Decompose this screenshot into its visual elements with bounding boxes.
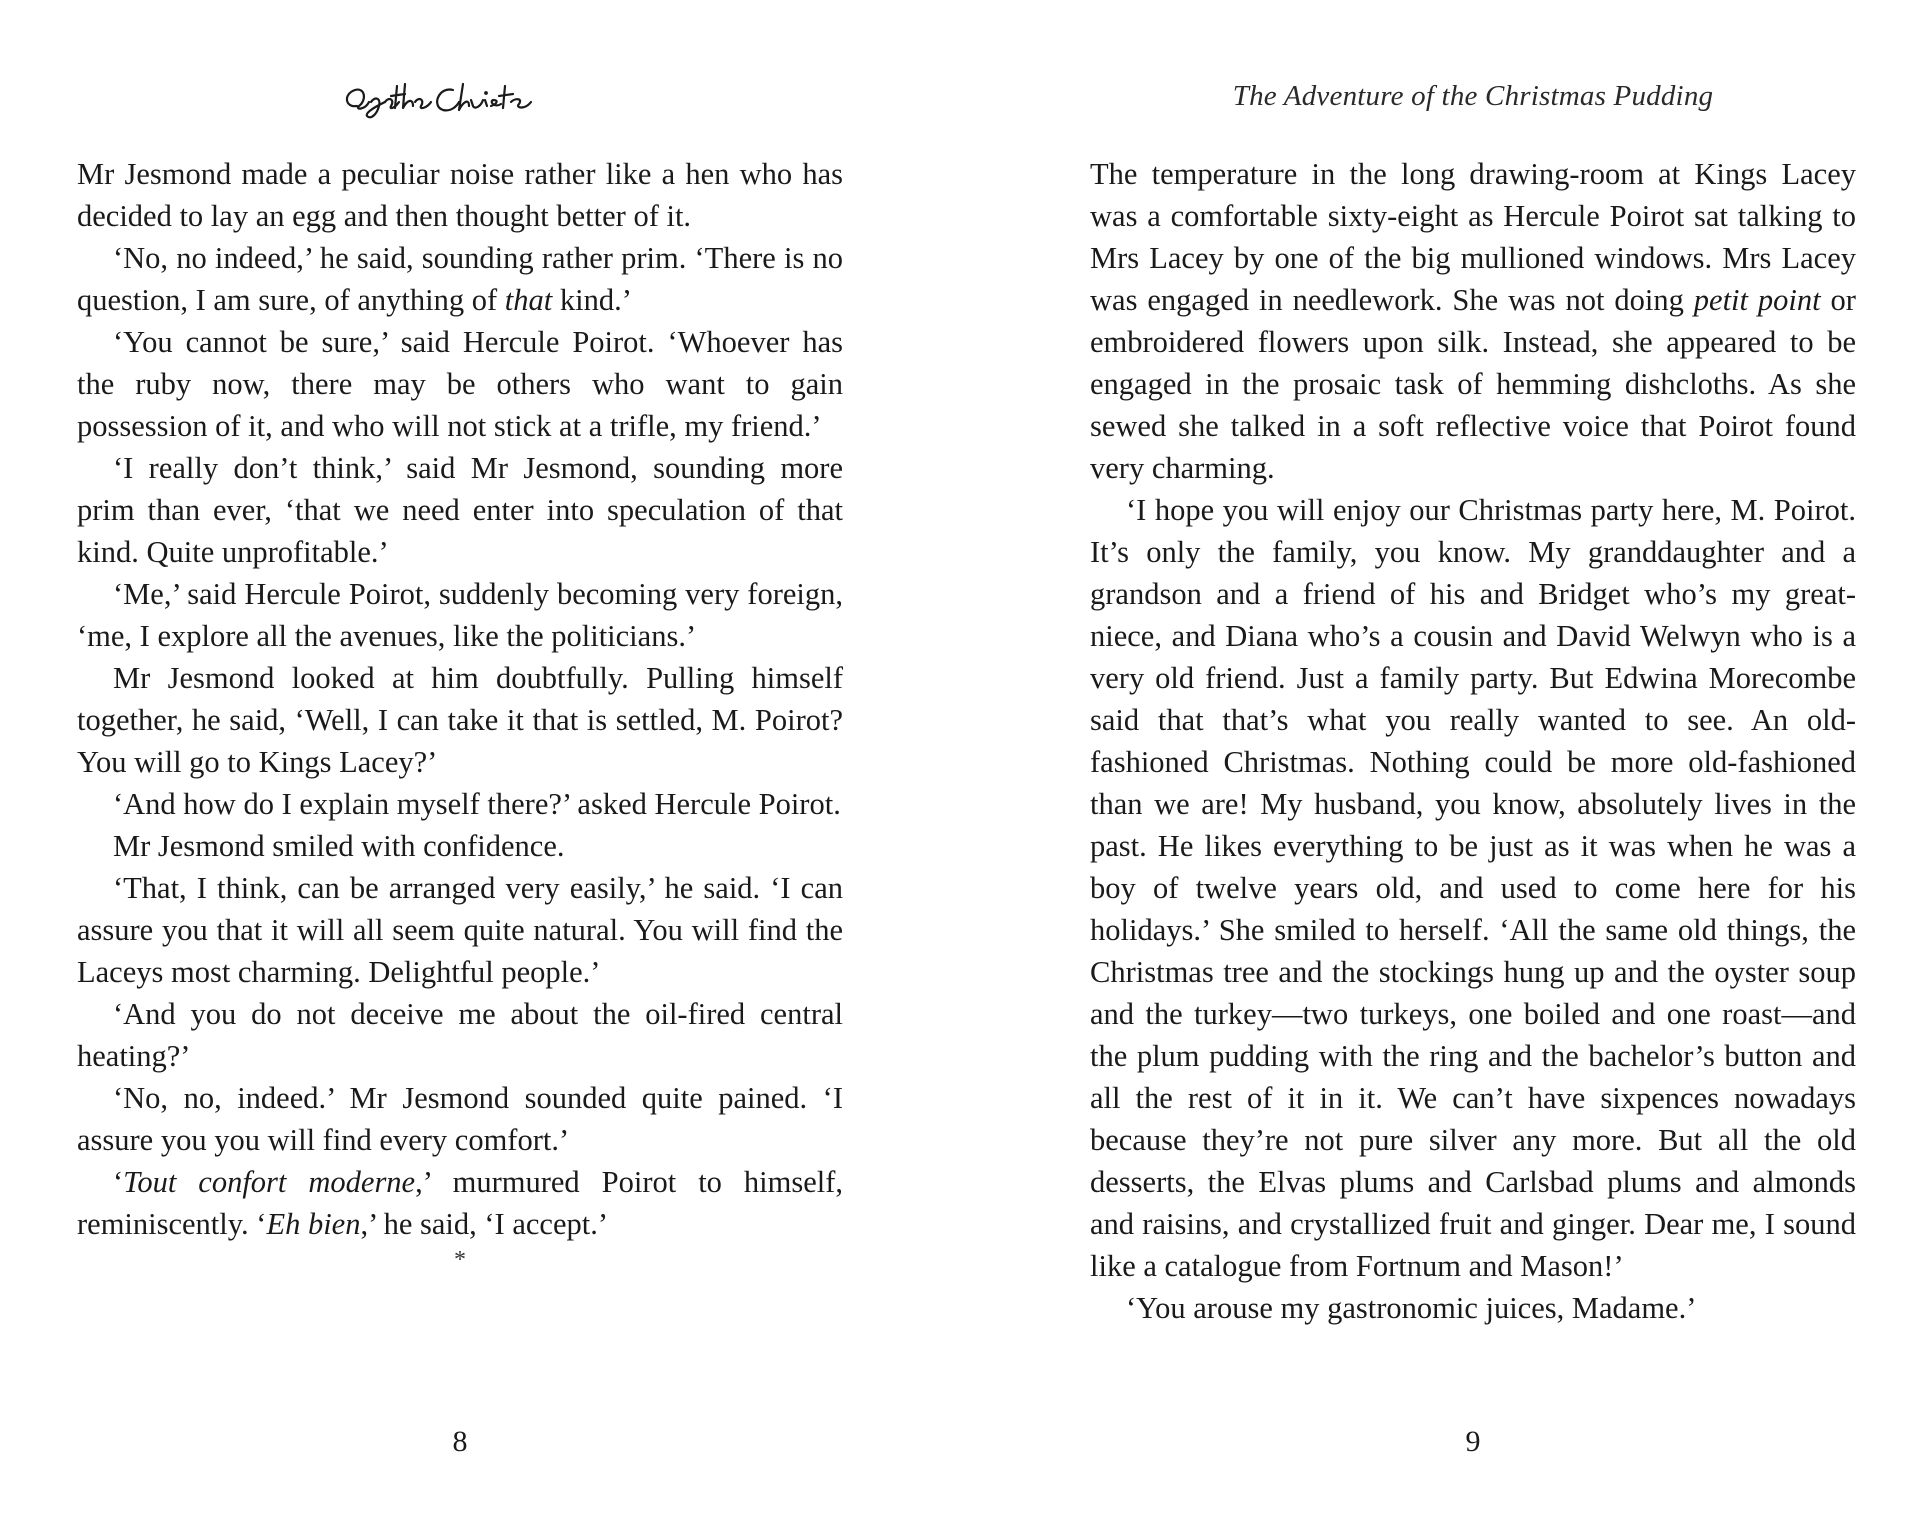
paragraph xyxy=(77,993,843,1077)
agatha-christie-signature-logo xyxy=(335,76,585,124)
paragraph-text: kind.’ xyxy=(552,283,632,317)
paragraph xyxy=(77,237,843,321)
paragraph xyxy=(77,1077,843,1161)
right-page xyxy=(1090,0,1856,1520)
paragraph xyxy=(77,867,843,993)
italic-text: Eh bien xyxy=(266,1207,361,1241)
paragraph xyxy=(77,573,843,657)
book-title: The Adventure of the Christmas Pudding xyxy=(1232,80,1714,112)
left-running-head xyxy=(77,76,843,116)
paragraph-text: Mr Jesmond made a peculiar noise rather like a hen who has decided to lay an egg and then thought better of it. xyxy=(77,157,843,233)
paragraph xyxy=(1090,153,1856,489)
paragraph-text: ‘ xyxy=(113,1165,124,1199)
paragraph-text: Mr Jesmond smiled with confidence. xyxy=(113,829,565,863)
left-body-text xyxy=(77,153,843,1275)
paragraph-text: Mr Jesmond looked at him doubtfully. Pulling himself together, he said, ‘Well, I can take it that is settled, M. Poirot? You will go to Kings Lacey?’ xyxy=(77,661,843,779)
italic-text: that xyxy=(504,283,553,317)
paragraph-text: ‘That, I think, can be arranged very easily,’ he said. ‘I can assure you that it will all seem quite natural. You will find the Laceys most charming. Delightful people.’ xyxy=(77,871,843,989)
italic-text: Tout confort moderne xyxy=(123,1165,416,1199)
right-body-text xyxy=(1090,153,1856,1329)
paragraph-text: ‘You cannot be sure,’ said Hercule Poirot. ‘Whoever has the ruby now, there may be others who want to gain possession of it, and who will not stick at a trifle, my friend.’ xyxy=(77,325,843,443)
paragraph xyxy=(77,783,843,825)
right-running-head xyxy=(1090,76,1856,116)
paragraph-text: ‘No, no indeed,’ he said, sounding rather prim. ‘There is no question, I am sure, of anything of xyxy=(77,241,843,317)
left-page xyxy=(77,0,843,1520)
section-break-asterisk: * xyxy=(454,1247,466,1273)
paragraph-text: ‘And you do not deceive me about the oil-fired central heating?’ xyxy=(77,997,843,1073)
page-number-left: 8 xyxy=(452,1425,468,1458)
paragraph-text: ‘No, no, indeed.’ Mr Jesmond sounded quite pained. ‘I assure you you will find every comfort.’ xyxy=(77,1081,843,1157)
paragraph-text: ‘And how do I explain myself there?’ asked Hercule Poirot. xyxy=(113,787,841,821)
paragraph-text: ,’ he said, ‘I accept.’ xyxy=(360,1207,608,1241)
italic-text: petit point xyxy=(1693,283,1821,317)
paragraph-text: ‘Me,’ said Hercule Poirot, suddenly becoming very foreign, ‘me, I explore all the avenues, like the politicians.’ xyxy=(77,577,843,653)
paragraph xyxy=(1090,1287,1856,1329)
paragraph-text: ‘You arouse my gastronomic juices, Madame.’ xyxy=(1126,1291,1697,1325)
paragraph xyxy=(77,321,843,447)
paragraph-text: ‘I hope you will enjoy our Christmas party here, M. Poirot. It’s only the family, you know. My granddaughter and a grandson and a friend of his and Bridget who’s my great-niece, and Diana who’s a cousin and David Welwyn who is a very old friend. Just a family party. But Edwina Morecombe said that that’s what you really wanted to see. An old-fashioned Christmas. Nothing could be more old-fashioned than we are! My husband, you know, absolutely lives in the past. He likes everything to be just as it was when he was a boy of twelve years old, and used to come here for his holidays.’ She smiled to herself. ‘All the same old things, the Christmas tree and the stockings hung up and the oyster soup and the turkey—two turkeys, one boiled and one roast—and the plum pudding with the ring and the bachelor’s button and all the rest of it in it. We can’t have sixpences nowadays because they’re not pure silver any more. But all the old desserts, the Elvas plums and Carlsbad plums and almonds and raisins, and crystallized fruit and ginger. Dear me, I sound like a catalogue from Fortnum and Mason!’ xyxy=(1090,493,1856,1283)
paragraph xyxy=(77,825,843,867)
paragraph-text: ‘I really don’t think,’ said Mr Jesmond, sounding more prim than ever, ‘that we need enter into speculation of that kind. Quite unprofitable.’ xyxy=(77,451,843,569)
paragraph xyxy=(77,153,843,237)
paragraph-text: The temperature in the long drawing-room at Kings Lacey was a comfortable sixty-eight as Hercule Poirot sat talking to Mrs Lacey by one of the big mullioned windows. Mrs Lacey was engaged in needlework. She was not doing xyxy=(1090,157,1856,317)
paragraph-text: or embroidered flowers upon silk. Instead, she appeared to be engaged in the prosaic task of hemming dishcloths. As she sewed she talked in a soft reflective voice that Poirot found very charming. xyxy=(1090,283,1856,485)
paragraph xyxy=(77,447,843,573)
paragraph xyxy=(1090,489,1856,1287)
paragraph xyxy=(77,1161,843,1245)
paragraph xyxy=(77,657,843,783)
paragraph-text: ,’ murmured Poirot to himself, reminiscently. ‘ xyxy=(77,1165,844,1241)
page-number-right: 9 xyxy=(1465,1425,1481,1458)
